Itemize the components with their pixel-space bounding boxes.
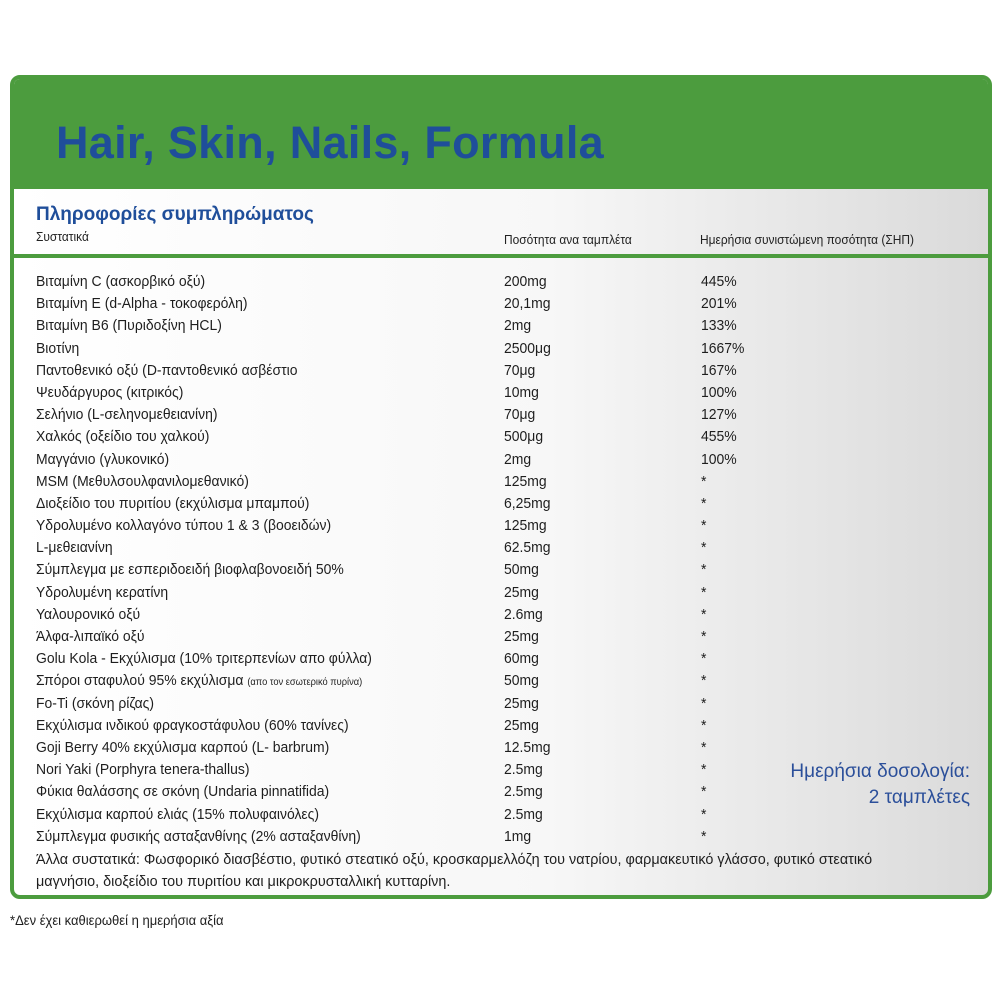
- ingredient-name: Βιοτίνη: [36, 339, 80, 357]
- ingredient-name: Χαλκός (οξείδιο του χαλκού): [36, 428, 210, 446]
- section-title: Πληροφορίες συμπληρώματος: [36, 204, 314, 225]
- ingredient-amount: 500μg: [504, 428, 544, 446]
- ingredient-rda: *: [701, 561, 707, 579]
- ingredient-rda: *: [701, 694, 707, 712]
- ingredient-name: Υδρολυμένο κολλαγόνο τύπου 1 & 3 (βοοειδών): [36, 517, 332, 535]
- ingredient-note: (απο τον εσωτερικό πυρίνα): [247, 677, 363, 689]
- divider: [14, 254, 988, 258]
- ingredient-amount: 6,25mg: [504, 494, 551, 512]
- ingredient-amount: 70μg: [504, 406, 536, 424]
- column-header-ingredients: Συστατικά: [36, 229, 89, 244]
- ingredient-amount: 2.5mg: [504, 761, 543, 779]
- ingredient-name: Fo-Ti (σκόνη ρίζας): [36, 694, 155, 712]
- ingredient-name: Σύμπλεγμα με εσπεριδοειδή βιοφλαβονοειδή 50%: [36, 561, 344, 579]
- ingredient-rda: *: [701, 605, 707, 623]
- ingredient-rda: *: [701, 805, 707, 823]
- ingredient-amount: 70μg: [504, 361, 536, 379]
- ingredient-rda: 133%: [701, 317, 737, 335]
- ingredient-name: Goji Berry 40% εκχύλισμα καρπού (L- barbrum): [36, 738, 330, 756]
- column-header-rda: Ημερήσια συνιστώμενη ποσότητα (ΣΗΠ): [700, 232, 915, 247]
- ingredient-name: Υδρολυμένη κερατίνη: [36, 583, 169, 601]
- other-ingredients: Άλλα συστατικά: Φωσφορικό διασβέστιο, φυτικό στεατικό οξύ, κροσκαρμελλόζη του νατρίου, φαρμακευτικό γλάσσο, φυτικό στεατικό μαγνήσιο, διοξείδιο του πυριτίου και μικροκρυσταλλική κυτταρίνη.: [36, 851, 873, 890]
- column-header-amount: Ποσότητα ανα ταμπλέτα: [504, 232, 632, 247]
- ingredient-amount: 2.5mg: [504, 805, 543, 823]
- ingredient-amount: 125mg: [504, 472, 547, 490]
- ingredient-amount: 2.6mg: [504, 605, 543, 623]
- ingredient-rda: *: [701, 472, 707, 490]
- ingredient-name: Golu Kola - Εκχύλισμα (10% τριτερπενίων απο φύλλα): [36, 650, 372, 668]
- ingredient-amount: 25mg: [504, 583, 539, 601]
- ingredient-rda: *: [701, 738, 707, 756]
- ingredient-rda: *: [701, 539, 707, 557]
- ingredient-rda: 127%: [701, 406, 737, 424]
- ingredient-amount: 2mg: [504, 450, 532, 468]
- ingredient-rda: 167%: [701, 361, 737, 379]
- ingredient-name: Βιταμίνη B6 (Πυριδοξίνη HCL): [36, 317, 222, 335]
- ingredient-amount: 125mg: [504, 517, 547, 535]
- ingredient-rda: *: [701, 650, 707, 668]
- ingredient-name: Μαγγάνιο (γλυκονικό): [36, 450, 170, 468]
- ingredient-amount: 12.5mg: [504, 738, 551, 756]
- ingredient-amount: 2.5mg: [504, 783, 543, 801]
- ingredient-rda: *: [701, 517, 707, 535]
- ingredient-name: Βιταμίνη E (d-Alpha - τοκοφερόλη): [36, 295, 248, 313]
- ingredient-name: Σπόροι σταφυλού 95% εκχύλισμα (απο τον εσωτερικό πυρίνα): [36, 672, 363, 690]
- daily-dosage: [790, 759, 970, 811]
- ingredient-name: Βιταμίνη C (ασκορβικό οξύ): [36, 273, 206, 290]
- ingredient-rda: *: [701, 716, 707, 734]
- ingredient-amount: 2500μg: [504, 339, 551, 357]
- ingredient-name: Φύκια θαλάσσης σε σκόνη (Undaria pinnatifida): [36, 783, 330, 801]
- ingredient-amount: 25mg: [504, 694, 539, 712]
- ingredient-amount: 1mg: [504, 827, 532, 845]
- ingredient-rda: *: [701, 783, 707, 801]
- ingredient-amount: 20,1mg: [504, 295, 551, 313]
- ingredient-rda: *: [701, 672, 707, 690]
- ingredient-rda: 100%: [701, 450, 737, 468]
- ingredient-name: Ψευδάργυρος (κιτρικός): [36, 383, 184, 401]
- ingredient-rda: 201%: [701, 295, 737, 313]
- supplement-facts-panel: [10, 75, 992, 899]
- ingredient-amount: 25mg: [504, 628, 539, 645]
- product-title: Hair, Skin, Nails, Formula: [56, 117, 604, 168]
- ingredient-name: Εκχύλισμα καρπού ελιάς (15% πολυφαινόλες): [36, 805, 320, 823]
- ingredient-rda: *: [701, 583, 707, 601]
- ingredient-amount: 50mg: [504, 672, 539, 690]
- ingredient-rda: *: [701, 494, 707, 512]
- ingredient-rda: 1667%: [701, 339, 745, 357]
- ingredient-amount: 10mg: [504, 383, 539, 401]
- ingredient-name: Άλφα-λιπαϊκό οξύ: [36, 628, 145, 645]
- ingredient-rda: 100%: [701, 383, 737, 401]
- ingredient-name: Σελήνιο (L-σεληνομεθειανίνη): [36, 406, 218, 424]
- ingredient-rda: *: [701, 827, 707, 845]
- dosage-value: 2 ταμπλέτες: [868, 787, 970, 808]
- ingredient-name: Nori Yaki (Porphyra tenera-thallus): [36, 761, 250, 779]
- footnote: *Δεν έχει καθιερωθεί η ημερήσια αξία: [10, 912, 224, 928]
- ingredient-amount: 50mg: [504, 561, 539, 579]
- ingredient-name: L-μεθειανίνη: [36, 539, 113, 557]
- ingredient-name: Υαλουρονικό οξύ: [36, 605, 141, 623]
- dosage-label: Ημερήσια δοσολογία:: [790, 761, 970, 782]
- ingredient-amount: 60mg: [504, 650, 539, 668]
- ingredient-rda: 455%: [701, 428, 737, 446]
- ingredient-name: Διοξείδιο του πυριτίου (εκχύλισμα μπαμπού): [36, 494, 310, 512]
- ingredient-rda: 445%: [701, 273, 737, 290]
- ingredient-rda: *: [701, 761, 707, 779]
- ingredient-amount: 2mg: [504, 317, 532, 335]
- ingredient-amount: 25mg: [504, 716, 539, 734]
- ingredient-name: MSM (Μεθυλσουλφανιλομεθανικό): [36, 472, 249, 490]
- ingredient-name: Παντοθενικό οξύ (D-παντοθενικό ασβέστιο: [36, 361, 298, 379]
- ingredient-amount: 62.5mg: [504, 539, 551, 557]
- ingredient-amount: 200mg: [504, 273, 547, 290]
- ingredient-rda: *: [701, 628, 707, 645]
- title-banner: [14, 79, 988, 189]
- ingredient-name: Σύμπλεγμα φυσικής ασταξανθίνης (2% ασταξανθίνη): [36, 827, 361, 845]
- ingredient-name: Εκχύλισμα ινδικού φραγκοστάφυλου (60% τανίνες): [36, 716, 349, 734]
